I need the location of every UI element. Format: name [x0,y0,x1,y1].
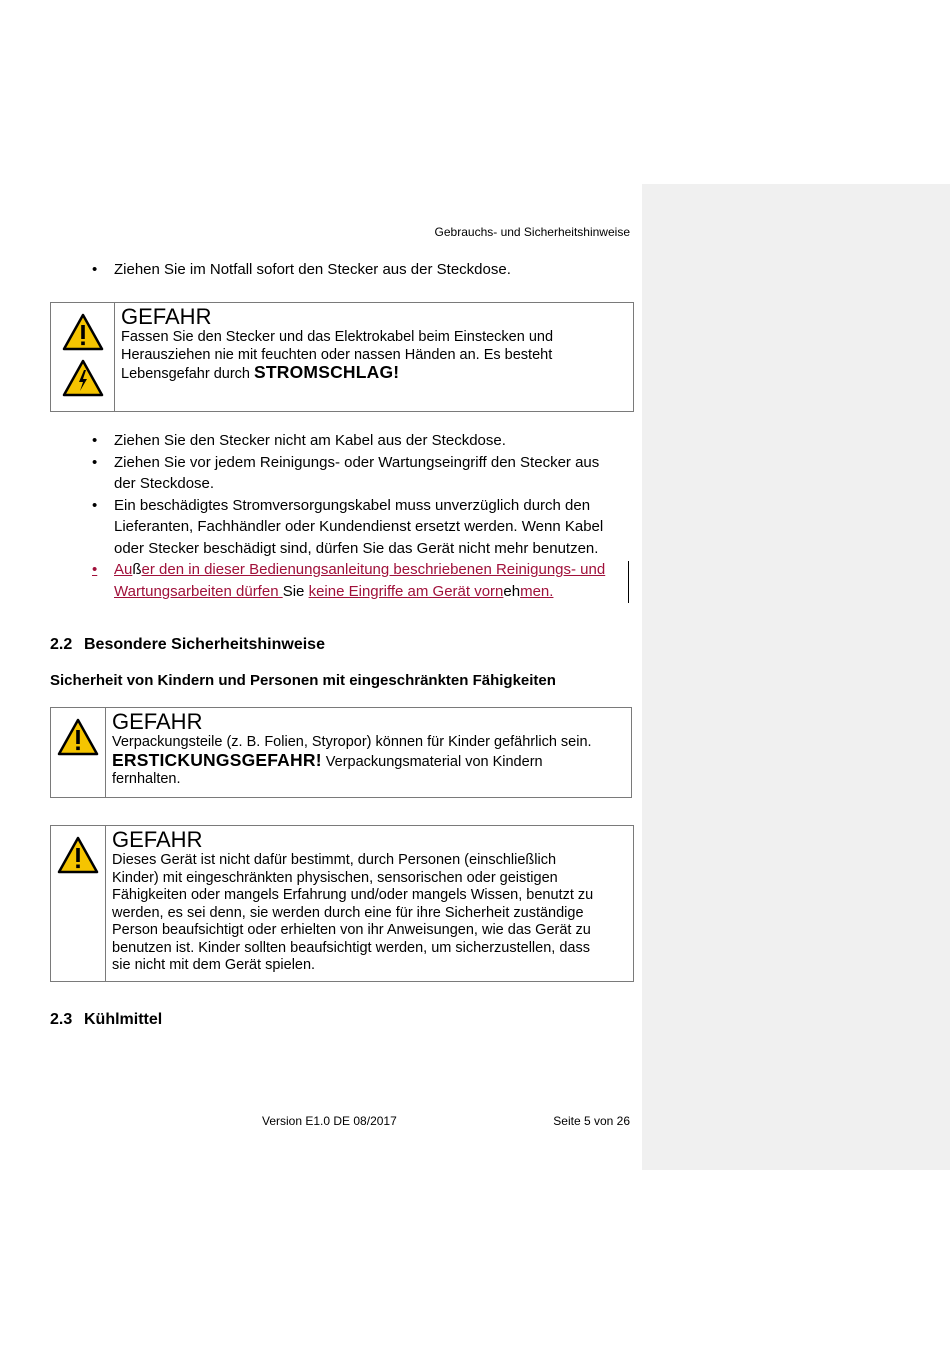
warn-icons [51,303,115,411]
section-heading-2-2: 2.2 Besondere Sicherheitshinweise [50,636,325,653]
danger-emphasis: ERSTICKUNGSGEFAHR! [112,749,322,770]
warn-icons [51,708,106,797]
list-item: • Ziehen Sie den Stecker nicht am Kabel aus der Steckdose. [92,432,506,449]
list-item: • Ziehen Sie im Notfall sofort den Stecker aus der Steckdose. [92,261,511,278]
danger-emphasis: STROMSCHLAG! [254,362,400,382]
electric-shock-icon [62,359,104,397]
danger-box-supervision [50,825,634,982]
danger-title: GEFAHR [112,827,203,852]
bullet-list-top [92,259,614,281]
list-item: • Ein beschädigtes Stromversorgungskabel muss unverzüglich durch den Lieferanten, Fachhändler oder Kundendienst ersetzt werden. Wenn Kabel oder Stecker beschädigt sind, dürfen Sie das Gerät nicht mehr benutzen. [92,496,604,557]
comment-pane [642,184,950,1170]
tracked-change-item: • Außer den in dieser Bedienungsanleitung beschriebenen Reinigungs- und Wartungsarbeiten dürfen Sie keine Eingriffe am Gerät vornehmen. [92,561,606,600]
warning-icon [62,313,104,351]
danger-title: GEFAHR [121,304,212,329]
danger-box-packaging [50,707,632,798]
warning-icon [57,718,99,756]
danger-title: GEFAHR [112,709,203,734]
subheading-children: Sicherheit von Kindern und Personen mit eingeschränkten Fähigkeiten [50,672,556,689]
section-heading-2-3: 2.3 Kühlmittel [50,1011,163,1028]
bullet-list-middle [92,430,614,602]
running-header: Gebrauchs- und Sicherheitshinweise [434,225,630,239]
footer-version: Version E1.0 DE 08/2017 [262,1114,397,1128]
danger-box-electric [50,302,634,412]
footer-page-number: Seite 5 von 26 [553,1114,630,1128]
warning-icon [57,836,99,874]
warn-icons [51,826,106,981]
list-item: • Ziehen Sie vor jedem Reinigungs- oder Wartungseingriff den Stecker aus der Steckdose. [92,453,600,492]
danger-text: GEFAHR Fassen Sie den Stecker und das Elektrokabel beim Einstecken und Herausziehen nie mit feuchten oder nassen Händen an. Es besteht Lebensgefahr durch STROMSCHLAG! [115,303,633,411]
danger-text: GEFAHR Dieses Gerät ist nicht dafür bestimmt, durch Personen (einschließlich Kinder) mit eingeschränkten physischen, sensorischen oder geistigen Fähigkeiten oder mangels Erfahrung und/oder mangels Wissen, benutzt zu werden, es sei denn, sie werden durch eine für ihre Sicherheit zuständige Person beaufsichtigt oder erhielten von ihr Anweisungen, wie das Gerät zu benutzen ist. Kinder sollten beaufsichtigt werden, um sicherzustellen, dass sie nicht mit dem Gerät spielen. [106,826,633,981]
danger-text: GEFAHR Verpackungsteile (z. B. Folien, Styropor) können für Kinder gefährlich sein. ERSTICKUNGSGEFAHR! Verpackungsmaterial von Kindern fernhalten. [106,708,631,797]
change-bar [628,561,629,603]
